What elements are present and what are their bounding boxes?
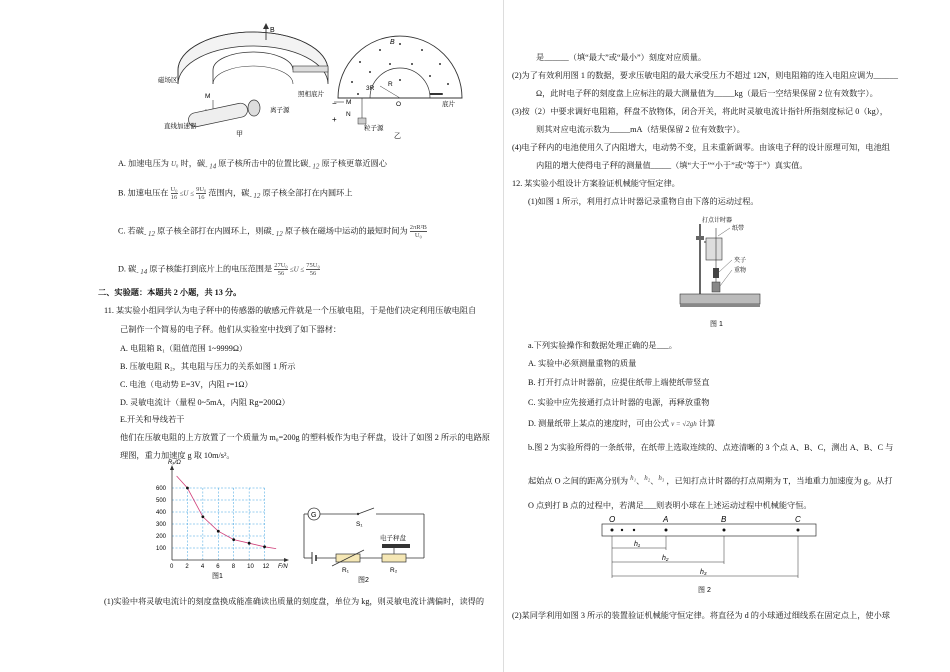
label-field: 磁场区 (158, 77, 178, 84)
data-point (186, 487, 189, 490)
data-point (248, 542, 251, 545)
option-D: D. 碳$_{- 14}$ 原子核能打到底片上的电压范围是 $\frac{\text{27U₀}}{56}$ ≤U ≤ $\frac{\text{75U₀}}{56}$ (118, 262, 320, 277)
y-tick-label: 600 (156, 486, 167, 492)
y-axis-label: Rₓ/Ω (168, 460, 181, 466)
label-tape: 纸带 (732, 226, 745, 232)
label-timer: 打点计时器 (702, 218, 733, 224)
left-column (60, 0, 500, 672)
q11-para-1: 他们在压敏电阻的上方放置了一个质量为 m₀=200g 的塑料板作为电子秤盘，设计了如图 2 所示的电路原 (120, 433, 490, 442)
q11-item-E: E.开关和导线若干 (120, 415, 185, 424)
q11-para-2: 理图，重力加速度 g 取 10m/s²。 (120, 451, 235, 460)
r-line-2: (2)为了有效利用图 1 的数据，要求压敏电阻的最大承受压力不超过 12N，则电阻箱的连入电阻应调为______ (512, 71, 898, 80)
r-line-6: (4)电子秤内的电池使用久了内阻增大，电动势不变，且未重新调零。由该电子秤的设计原理可知，电池组 (512, 143, 890, 152)
section-2-heading: 二、实验题：本题共 2 小题，共 13 分。 (98, 288, 242, 297)
switch-S1: S₁ (356, 521, 363, 528)
R1-label: R₁ (342, 567, 349, 574)
x-tick-label: 2 (185, 564, 189, 570)
chart-caption: 图1 (212, 573, 223, 580)
fit-curve (177, 476, 277, 549)
label-minus: − (332, 99, 337, 108)
y-tick-label: 400 (156, 510, 167, 516)
r-line-7: 内阻的增大使得电子秤的测量值_____（填“大于”“小于”或“等于”）真实值。 (536, 161, 808, 170)
x-tick-label: 0 (170, 564, 174, 570)
circuit-figure-2 (298, 500, 438, 584)
option-B: B. 加速电压在 $\frac{\text{U₀}}{16}$ ≤U ≤ $\frac{\text{9U₀}}{16}$ 范围内，碳$_{- 12}$ 原子核全部打在内圆环上 (118, 186, 353, 201)
column-divider (503, 0, 504, 672)
q12-b-2: 起始点 O 之间的距离分别为 $^{h_1}$、$^{h_2}$、$^{h_3}$ ，已知打点计时器的打点周期为 T，当地重力加速度为 g。从打 (528, 474, 893, 486)
label-B: B (270, 27, 275, 34)
q12-a-A: A. 实验中必须测量重物的质量 (528, 359, 637, 368)
data-point (217, 530, 220, 533)
y-tick-label: 200 (156, 534, 167, 540)
tape-B: B (721, 515, 727, 524)
y-tick-label: 300 (156, 522, 167, 528)
q12-a: a.下列实验操作和数据处理正确的是___。 (528, 341, 677, 350)
q11-item-B: B. 压敏电阻 R₂，其电阻与压力的关系如图 1 所示 (120, 362, 296, 371)
r-line-4: (3)按（2）中要求调好电阻箱，秤盘不放物体，闭合开关，将此时灵敏电流计指针所指刻度标记 0（kg）， (512, 107, 888, 116)
x-tick-label: 12 (262, 564, 270, 570)
tape-h3: h₃ (700, 569, 707, 576)
x-axis-arrow (284, 558, 289, 562)
r-line-5: 则其对应电流示数为_____mA（结果保留 2 位有效数字）。 (536, 125, 745, 134)
q12-a-D: D. 测量纸带上某点的速度时，可由公式 v = √2gh 计算 (528, 419, 716, 428)
label-O: O (396, 101, 402, 108)
caption-yi: 乙 (394, 133, 401, 140)
x-tick-label: 4 (200, 564, 205, 570)
label-source: 离子源 (270, 107, 290, 114)
x-axis-label: F/N (278, 564, 288, 570)
q11-item-D: D. 灵敏电流计（量程 0~5mA，内阻 Rg=200Ω） (120, 398, 290, 407)
label-source2: 粒子源 (364, 125, 384, 132)
figure-yi (330, 22, 470, 140)
pressure-resistance-chart (144, 460, 304, 582)
q11-stem-2: 己制作一个简易的电子秤。他们从实验室中找到了如下器材： (120, 325, 342, 334)
pan-label: 电子秤盘 (380, 535, 406, 542)
R2-label: R₂ (390, 567, 398, 574)
q11-stem-1: 11. 某实验小组同学认为电子秤中的传感器的敏感元件就是一个压敏电阻，于是他们决定利用压敏电阻自 (104, 306, 477, 315)
r-line-1: 是______（填“最大”或“最小”）刻度对应质量。 (536, 53, 707, 62)
x-tick-label: 8 (231, 564, 236, 570)
paper-tape-figure-2 (600, 512, 820, 598)
x-tick-label: 6 (216, 564, 220, 570)
tape-h2: h₂ (662, 555, 669, 562)
label-B2: B (390, 39, 395, 46)
y-tick-label: 500 (156, 498, 167, 504)
label-plus: + (332, 115, 337, 124)
tape-C: C (795, 515, 801, 524)
tape-O: O (609, 515, 616, 524)
option-A: A. 加速电压为 U₀ 时，碳$_{- 14}$ 原子核所击中的位置比碳$_{- 12}$ 原子核更靠近圆心 (118, 159, 387, 171)
tape-A: A (663, 515, 669, 524)
caption-fig2: 图2 (358, 577, 369, 584)
data-point (263, 545, 266, 548)
y-tick-label: 100 (156, 546, 167, 552)
q11-item-C: C. 电池（电动势 E=3V，内阻 r=1Ω） (120, 380, 253, 389)
r-line-3: Ω，此时电子秤的刻度盘上应标注的最大测量值为_____kg（最后一空结果保留 2 位有效数字）。 (536, 89, 878, 98)
label-film: 照相底片 (298, 91, 324, 98)
data-point (232, 538, 235, 541)
caption-jia: 甲 (236, 131, 243, 138)
label-M2: M (346, 99, 352, 106)
label-accel: 直线加速器 (164, 123, 197, 130)
label-3R: 3R (366, 85, 375, 92)
label-weight: 重物 (734, 268, 747, 274)
q12-sub-2: (2)某同学利用如图 3 所示的装置验证机械能守恒定律。将直径为 d 的小球通过细线系在固定点上，使小球 (512, 611, 890, 620)
caption-tape: 图 2 (698, 587, 711, 594)
q12-a-C: C. 实验中应先接通打点计时器的电源，再释放重物 (528, 398, 710, 407)
q11-item-A: A. 电阻箱 R₁（阻值范围 1~9999Ω） (120, 344, 248, 353)
q11-sub-1: (1)实验中将灵敏电流计的刻度盘换成能准确读出质量的刻度盘，单位为 kg，则灵敏电流计满偏时，读得的 (104, 597, 485, 606)
data-point (201, 515, 204, 518)
right-column (512, 0, 932, 672)
label-clip: 夹子 (734, 258, 747, 264)
figure-jia (158, 22, 348, 140)
option-C: C. 若碳$_{- 12}$ 原子核全部打在内圆环上，则碳$_{- 12}$ 原子核在磁场中运动的最短时间为 $\frac{\text{2πR²B}}{\text{U₀}}$ (118, 224, 427, 239)
q12-b-1: b.图 2 为实验所得的一条纸带，在纸带上选取连续的、点迹清晰的 3 个点 A、B、C，测出 A、B、C 与 (528, 443, 894, 452)
apparatus-figure-1 (672, 214, 772, 330)
q12-b-3: O 点到打 B 点的过程中，若满足___则表明小球在上述运动过程中机械能守恒。 (528, 501, 812, 510)
galvanometer-G: G (311, 512, 317, 519)
label-R: R (388, 81, 393, 88)
caption-apparatus: 图 1 (710, 321, 723, 328)
label-film2: 底片 (442, 101, 455, 108)
x-tick-label: 10 (247, 564, 254, 570)
label-M: M (205, 93, 211, 100)
q12-sub-1: (1)如图 1 所示，利用打点计时器记录重物自由下落的运动过程。 (528, 197, 759, 206)
q12-stem: 12. 某实验小组设计方案验证机械能守恒定律。 (512, 179, 680, 188)
label-N2: N (346, 111, 351, 118)
q12-a-B: B. 打开打点计时器前，应提住纸带上端使纸带竖直 (528, 378, 710, 387)
tape-h1: h₁ (634, 541, 641, 548)
